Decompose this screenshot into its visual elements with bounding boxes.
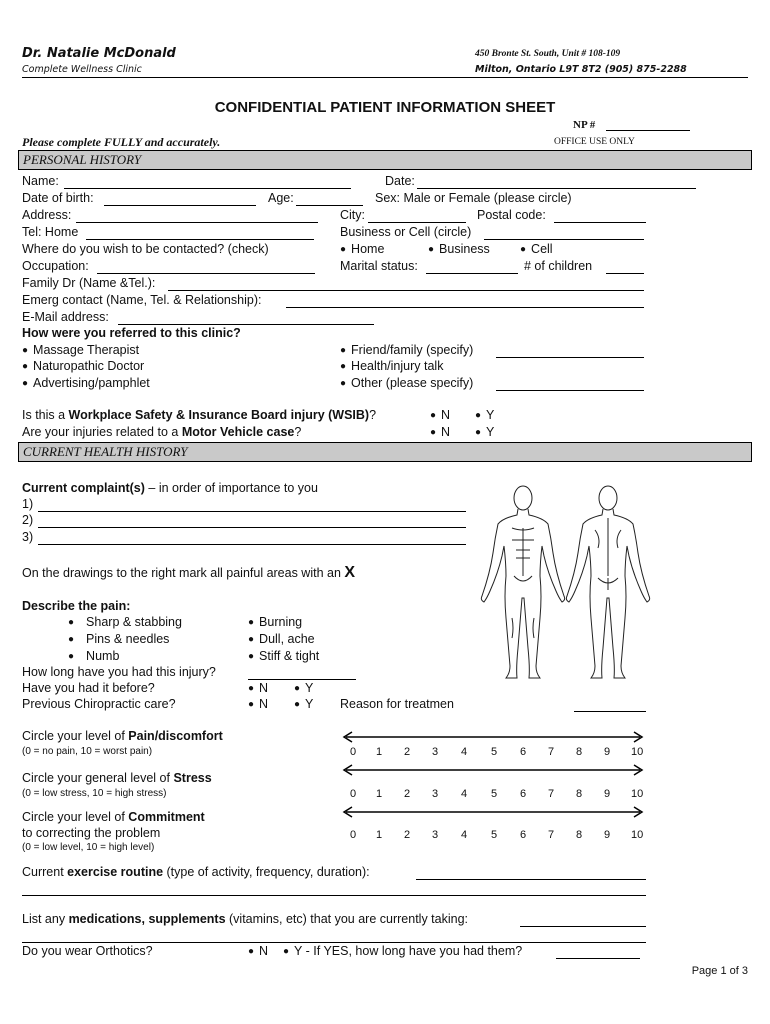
age-label: Age: [268,191,294,205]
city-field[interactable] [368,222,466,223]
referred-advertising[interactable]: ● Advertising/pamphlet [22,376,150,390]
referred-naturopathic[interactable]: ● Naturopathic Doctor [22,359,145,373]
marital-field[interactable] [426,273,518,274]
doctor-name: Dr. Natalie McDonald [22,46,176,61]
stress-scale-value[interactable]: 5 [491,788,498,800]
complaint-3-field[interactable] [38,544,466,545]
business-cell-label: Business or Cell (circle) [340,225,472,239]
commitment-scale-hint: (0 = low level, 10 = high level) [22,842,155,853]
sex-label: Sex: Male or Female (please circle) [375,191,572,205]
pain-scale-value[interactable]: 5 [491,746,498,758]
commit-scale-value[interactable]: 4 [461,829,468,841]
complaint-2-label: 2) [22,513,34,527]
orthotics-duration-field[interactable] [556,958,640,959]
np-field[interactable] [606,130,690,131]
wsib-question: Is this a Workplace Safety & Insurance Board injury (WSIB)? [22,408,377,422]
office-use-label: OFFICE USE ONLY [554,137,635,147]
had-before-no[interactable]: ● N [248,681,269,695]
referred-question: How were you referred to this clinic? [22,326,241,340]
stress-scale-value[interactable]: 10 [631,788,644,800]
stress-scale-value[interactable]: 1 [376,788,383,800]
pain-dull[interactable]: ● Dull, ache [248,632,315,646]
how-long-label: How long have you had this injury? [22,665,216,679]
address-field[interactable] [76,222,318,223]
email-label: E-Mail address: [22,310,109,324]
wsib-no[interactable]: ● N [430,408,451,422]
marital-label: Marital status: [340,259,418,273]
prev-chiro-no[interactable]: ● N [248,697,269,711]
mvc-question: Are your injuries related to a Motor Vehicle case? [22,425,302,439]
stress-scale-value[interactable]: 2 [404,788,411,800]
contact-home[interactable]: ● Home [340,242,385,256]
postal-label: Postal code: [477,208,546,222]
commit-scale-value[interactable]: 10 [631,829,644,841]
children-label: # of children [524,259,593,273]
current-health-bar [18,442,752,462]
clinic-city-phone: Milton, Ontario L9T 8T2 (905) 875-2288 [475,64,687,75]
pain-scale-hint: (0 = no pain, 10 = worst pain) [22,746,153,757]
mvc-no[interactable]: ● N [430,425,451,439]
contact-cell[interactable]: ● Cell [520,242,553,256]
pain-scale-value[interactable]: 10 [631,746,644,758]
complaint-1-label: 1) [22,497,34,511]
describe-pain-heading: Describe the pain: [22,599,131,613]
address-label: Address: [22,208,72,222]
np-label: NP # [573,119,596,131]
commit-scale-value[interactable]: 0 [350,829,357,841]
pain-arrow-icon [342,731,644,743]
stress-level-label: Circle your general level of Stress [22,771,212,785]
date-field[interactable] [417,188,696,189]
complaint-2-field[interactable] [38,527,466,528]
prev-chiro-yes[interactable]: ● Y [294,697,314,711]
occupation-label: Occupation: [22,259,89,273]
clinic-address: 450 Bronte St. South, Unit # 108-109 [475,49,621,59]
body-diagram-icon[interactable] [468,478,658,688]
commit-scale-value[interactable]: 7 [548,829,555,841]
header-rule [22,77,748,78]
wsib-yes[interactable]: ● Y [475,408,495,422]
pain-scale-value[interactable]: 3 [432,746,439,758]
complaint-heading: Current complaint(s) – in order of importance to you [22,481,318,495]
tel-home-label: Tel: Home [22,225,79,239]
orthotics-label: Do you wear Orthotics? [22,944,153,958]
complaint-1-field[interactable] [38,511,466,512]
name-label: Name: [22,174,59,188]
commit-scale-value[interactable]: 2 [404,829,411,841]
pain-scale-value[interactable]: 7 [548,746,555,758]
commit-scale-value[interactable]: 8 [576,829,583,841]
clinic-name: Complete Wellness Clinic [22,64,142,75]
exercise-field-2[interactable] [22,895,646,896]
pain-scale-value[interactable]: 8 [576,746,583,758]
business-cell-field[interactable] [484,239,644,240]
page-number: Page 1 of 3 [691,965,748,977]
form-title: CONFIDENTIAL PATIENT INFORMATION SHEET [214,99,556,116]
pain-stiff[interactable]: ● Stiff & tight [248,649,320,663]
pain-scale-value[interactable]: 4 [461,746,468,758]
medications-field[interactable] [520,926,646,927]
referred-friend-field[interactable] [496,357,644,358]
commit-scale-value[interactable]: 6 [520,829,527,841]
stress-scale-value[interactable]: 3 [432,788,439,800]
mvc-yes[interactable]: ● Y [475,425,495,439]
pain-scale-value[interactable]: 0 [350,746,357,758]
current-health-title: CURRENT HEALTH HISTORY [23,444,188,459]
pain-scale-value[interactable]: 9 [604,746,611,758]
city-label: City: [340,208,365,222]
reason-field[interactable] [574,711,646,712]
orthotics-yes[interactable]: ● Y - If YES, how long have you had them? [283,944,523,958]
stress-scale-value[interactable]: 8 [576,788,583,800]
tel-home-field[interactable] [86,239,314,240]
complaint-3-label: 3) [22,530,34,544]
exercise-label: Current exercise routine (type of activity, frequency, duration): [22,865,370,879]
referred-other[interactable]: ● Other (please specify) [340,376,474,390]
stress-scale-value[interactable]: 4 [461,788,468,800]
family-dr-field[interactable] [168,290,644,291]
stress-scale-hint: (0 = low stress, 10 = high stress) [22,788,167,799]
emerg-label: Emerg contact (Name, Tel. & Relationship): [22,293,262,307]
children-field[interactable] [606,273,644,274]
pain-burning[interactable]: ● Burning [248,615,303,629]
referred-massage[interactable]: ● Massage Therapist [22,343,140,357]
stress-scale-value[interactable]: 0 [350,788,357,800]
instructions: Please complete FULLY and accurately. [22,135,221,149]
personal-history-bar [18,150,752,170]
had-before-yes[interactable]: ● Y [294,681,314,695]
name-field[interactable] [64,188,351,189]
contact-business[interactable]: ● Business [428,242,490,256]
contact-question: Where do you wish to be contacted? (check) [22,242,269,256]
medications-label: List any medications, supplements (vitamins, etc) that you are currently taking: [22,912,469,926]
emerg-field[interactable] [286,307,644,308]
drawings-instruction: On the drawings to the right mark all painful areas with an X [22,564,356,581]
referred-health-talk[interactable]: ● Health/injury talk [340,359,444,373]
how-long-field[interactable] [248,679,356,680]
commit-scale-value[interactable]: 9 [604,829,611,841]
pain-sharp[interactable]: ● Sharp & stabbing [68,615,182,629]
occupation-field[interactable] [97,273,315,274]
prev-chiro-label: Previous Chiropractic care? [22,697,176,711]
had-before-label: Have you had it before? [22,681,155,695]
date-label: Date: [385,174,415,188]
postal-field[interactable] [554,222,646,223]
commit-scale-value[interactable]: 3 [432,829,439,841]
commit-scale-value[interactable]: 1 [376,829,383,841]
referred-friend[interactable]: ● Friend/family (specify) [340,343,474,357]
stress-scale-value[interactable]: 9 [604,788,611,800]
pain-scale-value[interactable]: 1 [376,746,383,758]
referred-other-field[interactable] [496,390,644,391]
pain-scale-value[interactable]: 6 [520,746,527,758]
stress-arrow-icon [342,764,644,776]
pain-pins[interactable]: ● Pins & needles [68,632,170,646]
pain-scale-value[interactable]: 2 [404,746,411,758]
exercise-field[interactable] [416,879,646,880]
medications-field-2[interactable] [22,942,646,943]
pain-numb[interactable]: ● Numb [68,649,120,663]
dob-label: Date of birth: [22,191,94,205]
pain-level-label: Circle your level of Pain/discomfort [22,729,223,743]
commitment-arrow-icon [342,806,644,818]
personal-history-title: PERSONAL HISTORY [23,152,142,167]
stress-scale-value[interactable]: 6 [520,788,527,800]
orthotics-no[interactable]: ● N [248,944,269,958]
commit-scale-value[interactable]: 5 [491,829,498,841]
family-dr-label: Family Dr (Name &Tel.): [22,276,156,290]
email-field[interactable] [118,324,374,325]
stress-scale-value[interactable]: 7 [548,788,555,800]
commitment-level-label: Circle your level of Commitment [22,810,205,824]
dob-field[interactable] [104,205,256,206]
commitment-line2: to correcting the problem [22,826,161,840]
age-field[interactable] [296,205,363,206]
reason-label: Reason for treatmen [340,697,454,711]
